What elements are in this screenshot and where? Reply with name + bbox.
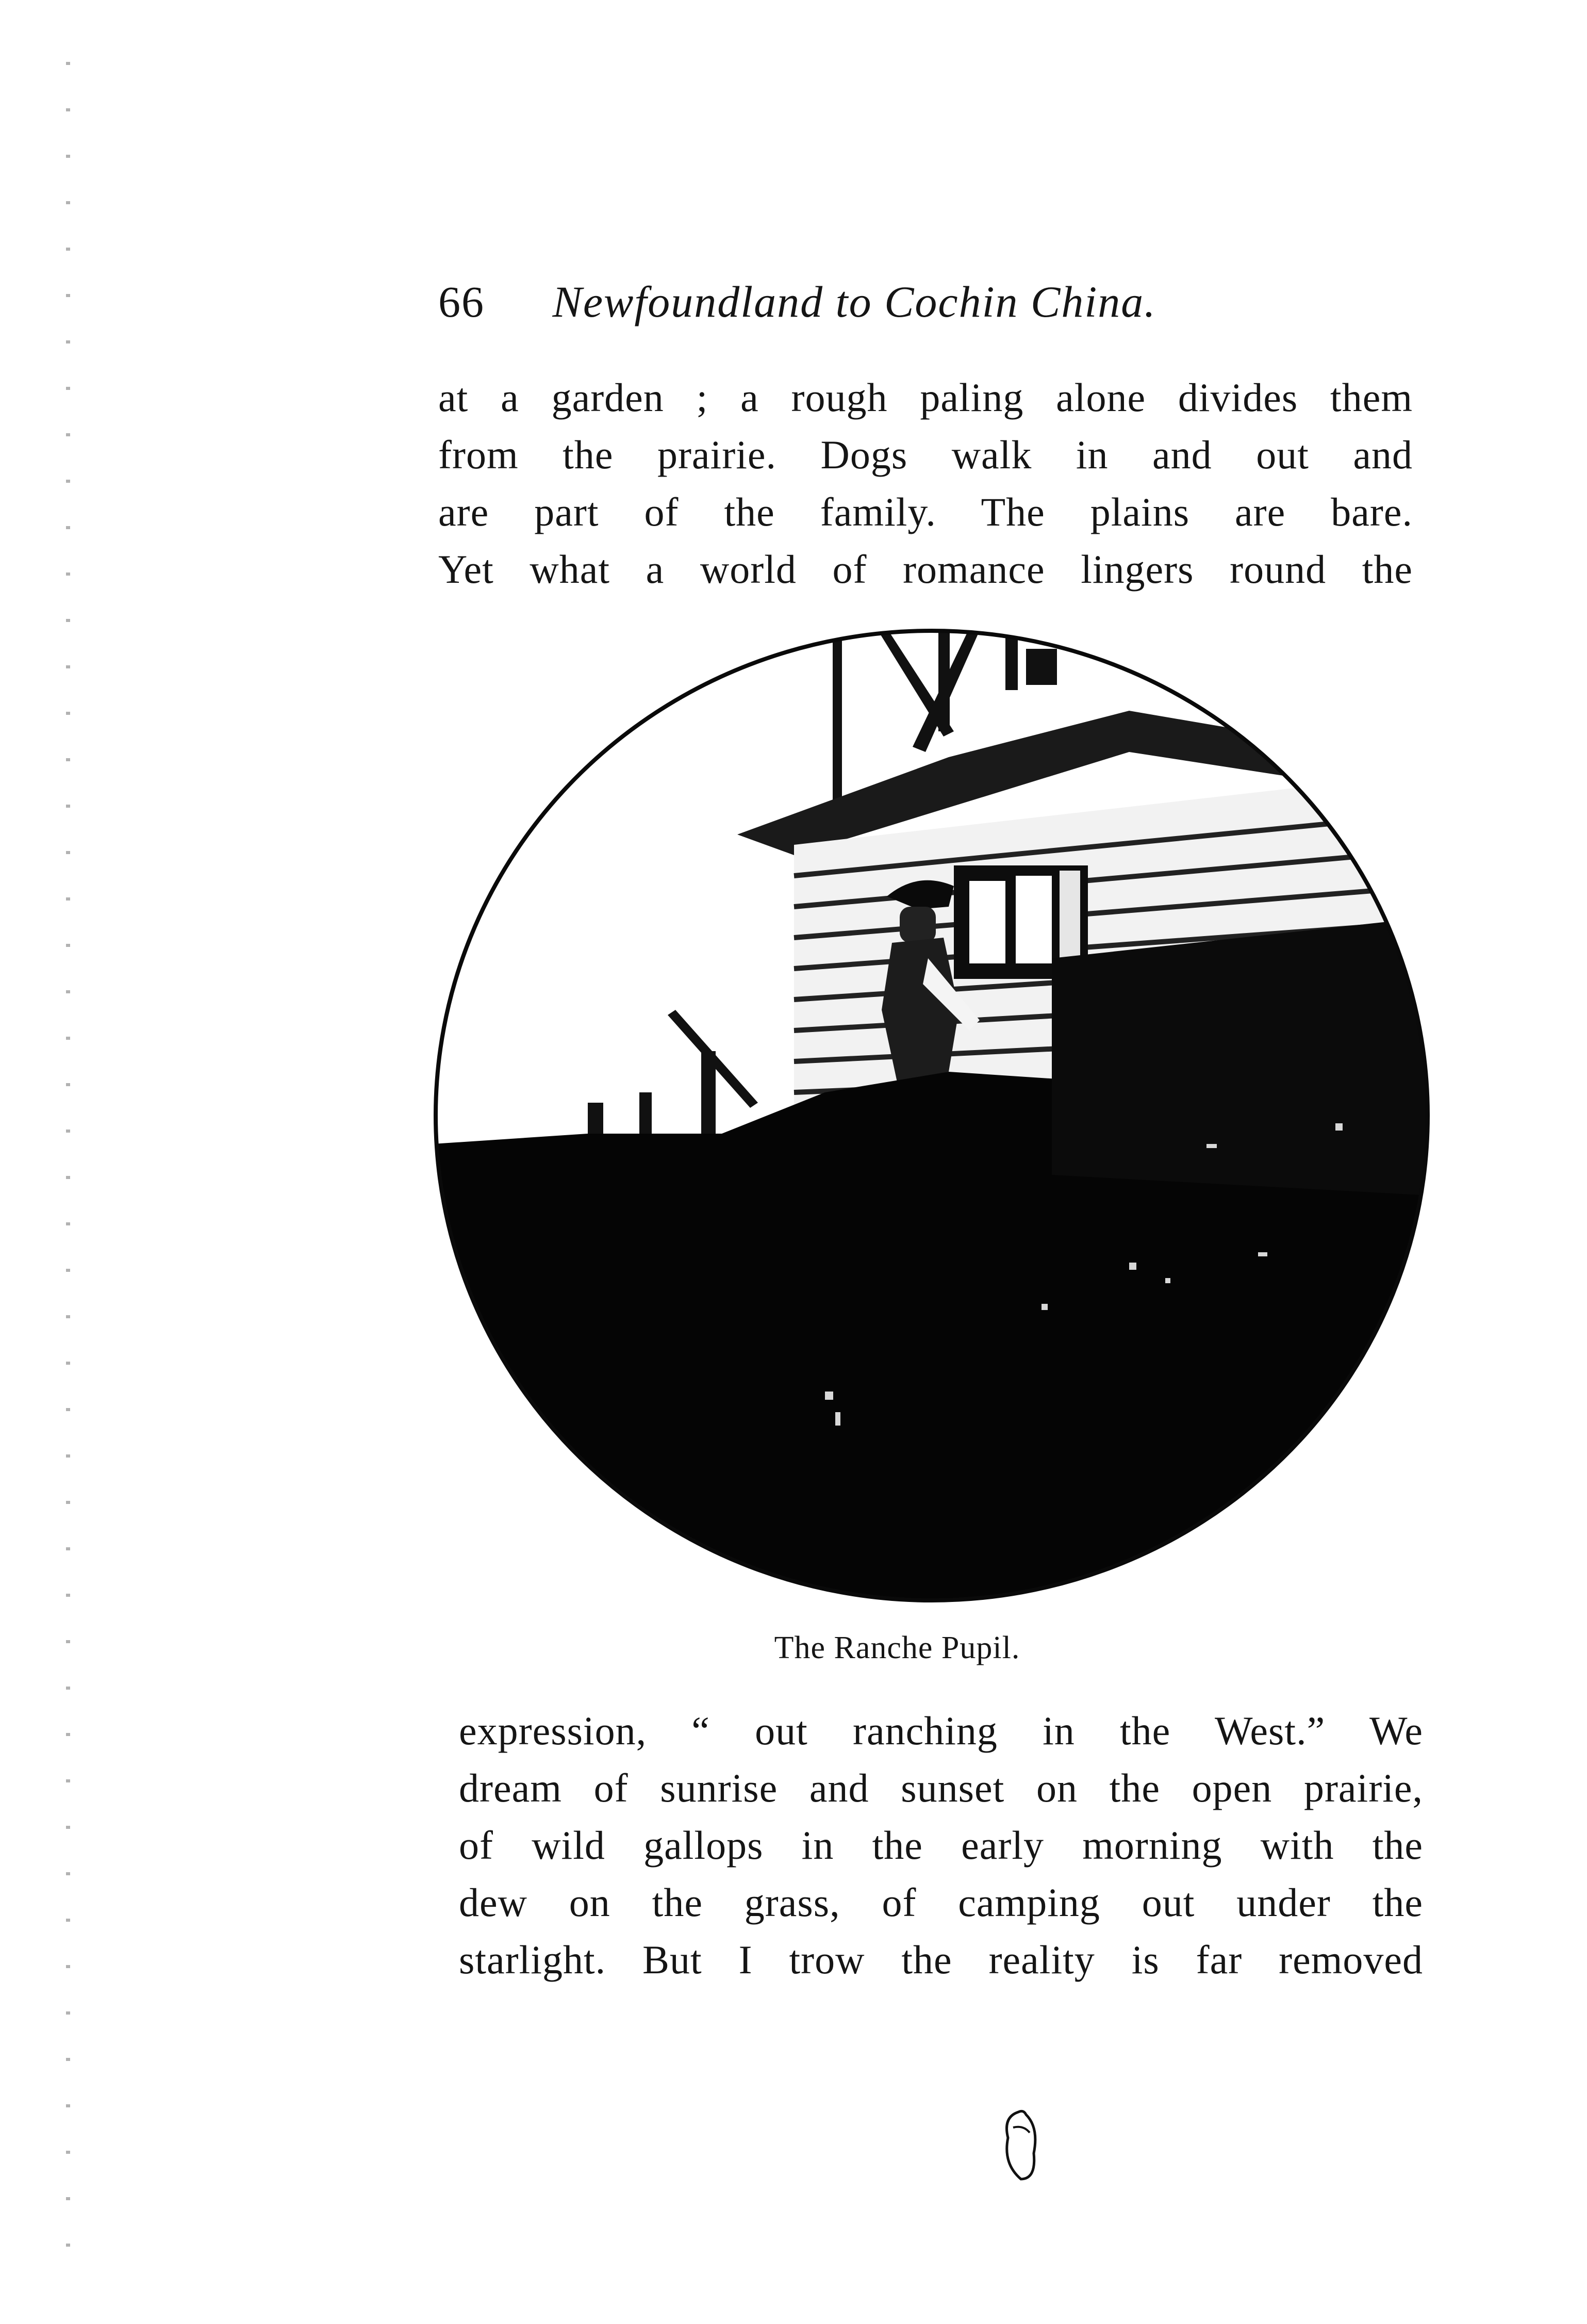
text-line: starlight. But I trow the reality is far removed xyxy=(459,1937,1423,1982)
text-line: are part of the family. The plains are bare. xyxy=(438,489,1413,534)
running-title: Newfoundland to Cochin China. xyxy=(552,277,1156,326)
text-line: Yet what a world of romance lingers round the xyxy=(438,547,1413,592)
text-line: from the prairie. Dogs walk in and out and xyxy=(438,432,1413,477)
text-line: expression, “ out ranching in the West.” We xyxy=(459,1708,1423,1753)
figure-caption: The Ranche Pupil. xyxy=(774,1630,1020,1665)
scan-gutter-marks xyxy=(66,62,70,2269)
pencil-mark xyxy=(998,2107,1044,2184)
body-text-bottom xyxy=(459,1702,1423,1988)
ranch-photograph xyxy=(433,628,1431,1603)
text-line: of wild gallops in the early morning with the xyxy=(459,1823,1423,1868)
text-line: dream of sunrise and sunset on the open prairie, xyxy=(459,1765,1423,1810)
body-text-top xyxy=(438,369,1413,598)
page-header xyxy=(438,273,1418,330)
text-line: at a garden ; a rough paling alone divides them xyxy=(438,375,1413,420)
page-number: 66 xyxy=(438,277,485,326)
text-line: dew on the grass, of camping out under the xyxy=(459,1880,1423,1925)
